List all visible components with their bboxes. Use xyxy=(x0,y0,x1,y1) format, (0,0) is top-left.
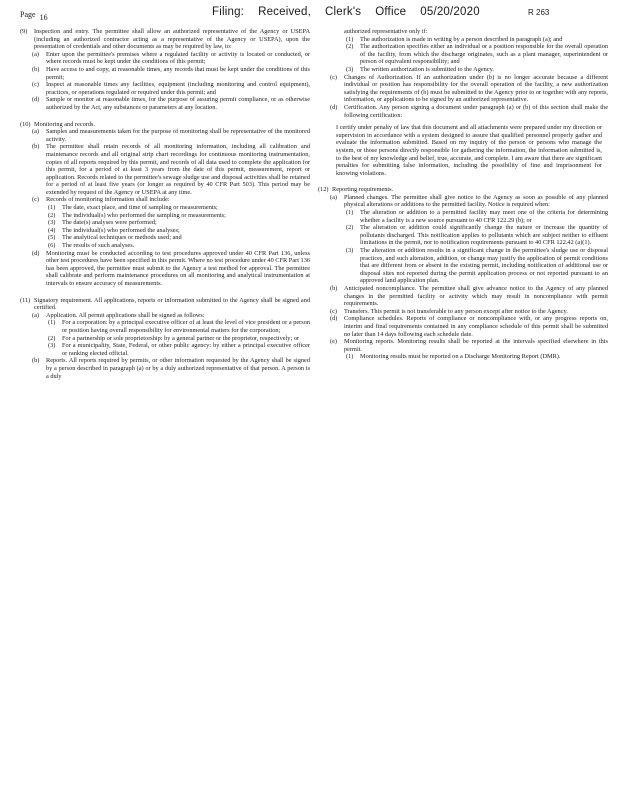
section-10-b: (b) The permittee shall retain records of all monitoring information, including all calibration and maintenance records and all original strip chart recordings for continuous monitoring instrumentation, copies of all reports required by this permit, and records of all data used to complete the application for this permit, for a period of at least 3 years from the date of this permit, measurement, report or application. Records related to the permittee's sewage sludge use and disposal activities shall be retained for a period of at least five years (or longer as required by 40 CFR Part 503). This period may be extended by request of the Agency or USEPA at any time. xyxy=(32,143,310,196)
left-column xyxy=(20,28,310,380)
section-10-c-5: (5) The analytical techniques or methods used; and xyxy=(48,234,182,242)
section-12-b: (b) Anticipated noncompliance. The permittee shall give advance notice to the Agency of any planned changes in the permitted facility or activity which may result in noncompliance with permit requirements. xyxy=(330,285,608,308)
section-10-c-6: (6) The results of such analyses. xyxy=(48,242,135,250)
section-11-b-2: (2) The authorization specifies either an individual or a position responsible for the overall operation of the facility, from which the discharge originates, such as a plant manager, superintendent or person of equivalent responsibility; and xyxy=(346,43,608,66)
section-10-c-3: (3) The date(s) analyses were performed; xyxy=(48,219,157,227)
section-9-a: (a) Enter upon the permittee's premises where a regulated facility or activity is located or conducted, or where records must be kept under the conditions of this permit; xyxy=(32,50,310,66)
section-11-a-2: (2) For a partnership or sole proprietorship: by a general partner or the proprietor, respectively; or xyxy=(48,334,300,342)
section-12: (12) Reporting requirements. xyxy=(318,186,394,194)
section-12-e-1: (1) Monitoring results must be reported on a Discharge Monitoring Report (DMR). xyxy=(346,353,561,361)
section-12-d: (d) Compliance schedules. Reports of compliance or noncompliance with, or any progress reports on, interim and final requirements contained in any compliance schedule of this permit shall be submitted no later than 14 days following each schedule date. xyxy=(330,315,608,338)
section-10-c: (c) Records of monitoring information shall include: xyxy=(32,196,170,204)
section-10-d: (d) Monitoring must be conducted according to test procedures approved under 40 CFR Part 136, unless other test procedures have been specified in this permit. Where no test procedure under 40 CFR Part 136 has been approved, the permittee must submit to the Agency a test method for approval. The permittee shall calibrate and perform maintenance procedures on all monitoring and analytical instrumentation at intervals to ensure accuracy of measurements. xyxy=(32,249,310,287)
certification-statement: I certify under penalty of law that this document and all attachments were prepared under my direction or supervision in accordance with a system designed to assure that qualified personnel properly gather and evaluate the information submitted. Based on my inquiry of the person or persons who manage the system, or those persons directly responsible for gathering the information, the information submitted is, to the best of my knowledge and belief, true, accurate, and complete. I am aware that there are significant penalties for submitting false information, including the possibility of fine and imprisonment for knowing violations. xyxy=(336,124,602,177)
page-number: 16 xyxy=(39,13,48,22)
section-10: (10) Monitoring and records. xyxy=(20,120,96,128)
section-11-b-3: (3) The written authorization is submitted to the Agency. xyxy=(346,65,494,73)
section-11-d: (d) Certification. Any person signing a document under paragraph (a) or (b) of this section shall make the following certification: xyxy=(330,103,608,119)
section-12-a-2: (2) The alteration or addition could significantly change the nature or increase the quantity of pollutants discharged. This notification applies to pollutants which are subject neither to effluent limitations in the permit, nor to notification requirements pursuant to 40 CFR 122.42 (a)(1). xyxy=(346,224,608,247)
filing-stamp: Filing: Received, Clerk's Office 05/20/2020 xyxy=(212,6,480,18)
section-10-c-2: (2) The individual(s) who performed the sampling or measurements; xyxy=(48,211,226,219)
section-11-a-3: (3) For a municipality, State, Federal, or other public agency: by either a principal executive officer or ranking elected official. xyxy=(48,342,310,357)
section-10-a: (a) Samples and measurements taken for the purpose of monitoring shall be representative of the monitored activity. xyxy=(32,128,310,143)
section-11: (11) Signatory requirement. All applications, reports or information submitted to the Agency shall be signed and certified. xyxy=(20,296,310,312)
authorized-rep-continuation: authorized representative only if: xyxy=(344,28,428,35)
section-12-a: (a) Planned changes. The permittee shall give notice to the Agency as soon as possible of any planned physical alterations or additions to the permitted facility. Notice is required when: xyxy=(330,193,608,209)
r-page-number: R 263 xyxy=(528,8,550,17)
right-column xyxy=(318,28,608,361)
section-9-b: (b) Have access to and copy, at reasonable times, any records that must be kept under the conditions of this permit; xyxy=(32,65,310,81)
page-header xyxy=(0,4,618,28)
section-12-e: (e) Monitoring reports. Monitoring results shall be reported at the intervals specified elsewhere in this permit. xyxy=(330,338,608,353)
section-12-a-1: (1) The alteration or addition to a permitted facility may meet one of the criteria for determining whether a facility is a new source pursuant to 40 CFR 122.29 (b); or xyxy=(346,209,608,224)
section-12-c: (c) Transfers. This permit is not transferable to any person except after notice to the Agency. xyxy=(330,307,568,315)
section-9-c: (c) Inspect at reasonable times any facilities, equipment (including monitoring and control equipment), practices, or operations regulated or required under this permit; and xyxy=(32,81,310,96)
section-11-c: (c) Changes of Authorization. If an authorization under (b) is no longer accurate because a different individual or position has responsibility for the overall operation of the facility, a new authorization satisfying the requirements of (b) must be submitted to the Agency prior to or together with any reports, information, or applications to be signed by an authorized representative. xyxy=(330,73,608,104)
section-9-d: (d) Sample or monitor at reasonable times, for the purpose of assuring permit compliance, or as otherwise authorized by the Act, any substances or parameters at any location. xyxy=(32,96,310,111)
section-12-a-3: (3) The alteration or addition results in a significant change in the permittee's sludge use or disposal practices, and such alteration, addition, or change may justify the application of permit conditions that are different from or absent in the existing permit, including notification of additional use or disposal sites not reported during the permit application process or not reported pursuant to an approved land application plan. xyxy=(346,247,608,285)
page-number-label: Page 16 xyxy=(20,10,48,22)
section-11-b: (b) Reports. All reports required by permits, or other information requested by the Agency shall be signed by a person described in paragraph (a) or by a duly authorized representative of that person. A person is a duly xyxy=(32,357,310,380)
section-10-c-1: (1) The date, exact place, and time of sampling or measurements; xyxy=(48,204,218,212)
section-10-c-4: (4) The individual(s) who performed the analyses; xyxy=(48,226,180,234)
section-11-a-1: (1) For a corporation: by a principal executive officer of at least the level of vice president or a person or position having overall responsibility for environmental matters for the corporation; xyxy=(48,319,310,334)
section-9: (9) Inspection and entry. The permittee shall allow an authorized representative of the Agency or USEPA (including an authorized contractor acting as a representative of the Agency or USEPA), upon the presentation of credentials and other documents as may be required by law, to: xyxy=(20,28,310,51)
section-11-a: (a) Application. All permit applications shall be signed as follows: xyxy=(32,311,205,319)
section-11-b-1: (1) The authorization is made in writing by a person described in paragraph (a); and xyxy=(346,35,563,43)
